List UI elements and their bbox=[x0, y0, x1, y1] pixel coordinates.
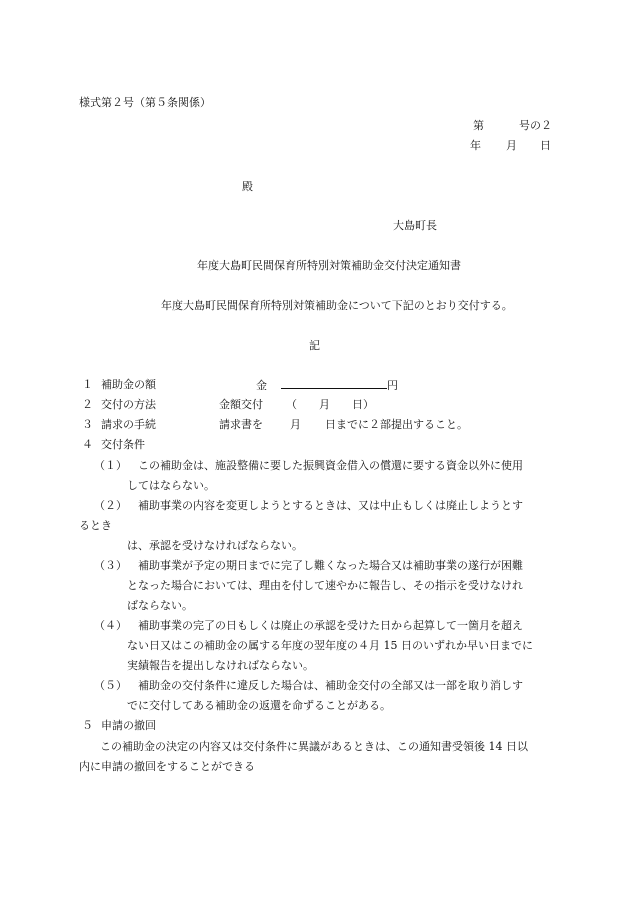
condition-3-line-1: 補助事業が予定の期日までに完了し難くなった場合又は補助事業の遂行が困難 bbox=[138, 559, 523, 572]
issuer-name: 大島町長 bbox=[393, 219, 437, 232]
condition-1-line-1: この補助金は、施設整備に要した振興資金借入の償還に要する資金以外に使用 bbox=[138, 459, 523, 472]
form-label: 様式第２号（第５条関係） bbox=[79, 96, 211, 109]
item-5-label: 申請の撤回 bbox=[101, 719, 156, 732]
date-month: 月 bbox=[506, 139, 517, 152]
item-5-line-2: 内に申請の撤回をすることができる bbox=[79, 760, 255, 773]
item-2-date-paren: （ 月 日） bbox=[286, 398, 374, 411]
item-1-amount bbox=[256, 378, 398, 393]
condition-2-line-2: るとき bbox=[79, 519, 112, 532]
condition-4-number: （４） bbox=[94, 619, 127, 632]
item-3-label: 請求の手続 bbox=[101, 418, 156, 431]
condition-3-line-3: ばならない。 bbox=[127, 599, 193, 612]
item-2-value: 金額交付 bbox=[219, 398, 263, 411]
condition-1-line-2: してはならない。 bbox=[127, 479, 215, 492]
condition-5-line-1: 補助金の交付条件に違反した場合は、補助金交付の全部又は一部を取り消しす bbox=[138, 679, 523, 692]
item-1-kin: 金 bbox=[256, 379, 267, 392]
addressee-suffix: 殿 bbox=[242, 180, 253, 193]
amount-blank-line bbox=[281, 378, 387, 389]
condition-2-line-3: は、承認を受けなければならない。 bbox=[127, 539, 303, 552]
item-5-line-1: この補助金の決定の内容又は交付条件に異議があるときは、この通知書受領後 14 日以 bbox=[100, 740, 528, 753]
item-4-label: 交付条件 bbox=[101, 438, 145, 451]
intro-text: 年度大島町民間保育所特別対策補助金について下記のとおり交付する。 bbox=[161, 299, 513, 312]
condition-3-number: （３） bbox=[94, 559, 127, 572]
item-4-number: ４ bbox=[82, 438, 93, 451]
item-3-rest: 日までに２部提出すること。 bbox=[325, 418, 468, 431]
document-title: 年度大島町民間保育所特別対策補助金交付決定通知書 bbox=[197, 259, 461, 272]
condition-4-line-2: ない日又はこの補助金の属する年度の翌年度の４月 15 日のいずれか早い日までに bbox=[127, 639, 533, 652]
item-3-number: ３ bbox=[82, 418, 93, 431]
item-1-yen: 円 bbox=[387, 379, 398, 392]
item-2-number: ２ bbox=[82, 398, 93, 411]
date-year: 年 bbox=[470, 139, 481, 152]
doc-number-go: 号の２ bbox=[519, 119, 552, 132]
condition-1-number: （１） bbox=[94, 459, 127, 472]
item-1-label: 補助金の額 bbox=[101, 378, 156, 391]
item-1-number: １ bbox=[82, 378, 93, 391]
item-5-number: ５ bbox=[82, 719, 93, 732]
doc-number-dai: 第 bbox=[473, 119, 484, 132]
condition-3-line-2: となった場合においては、理由を付して速やかに報告し、その指示を受けなけれ bbox=[127, 579, 523, 592]
condition-2-number: （２） bbox=[94, 499, 127, 512]
ki-heading: 記 bbox=[309, 339, 320, 352]
condition-4-line-3: 実績報告を提出しなければならない。 bbox=[127, 659, 314, 672]
item-3-value: 請求書を bbox=[219, 418, 263, 431]
item-2-label: 交付の方法 bbox=[101, 398, 156, 411]
date-day: 日 bbox=[540, 139, 551, 152]
condition-5-number: （５） bbox=[94, 679, 127, 692]
condition-4-line-1: 補助事業の完了の日もしくは廃止の承認を受けた日から起算して一箇月を超え bbox=[138, 619, 523, 632]
condition-2-line-1: 補助事業の内容を変更しようとするときは、又は中止もしくは廃止しようとす bbox=[138, 499, 523, 512]
item-3-month: 月 bbox=[290, 418, 301, 431]
condition-5-line-2: でに交付してある補助金の返還を命ずることがある。 bbox=[127, 699, 391, 712]
